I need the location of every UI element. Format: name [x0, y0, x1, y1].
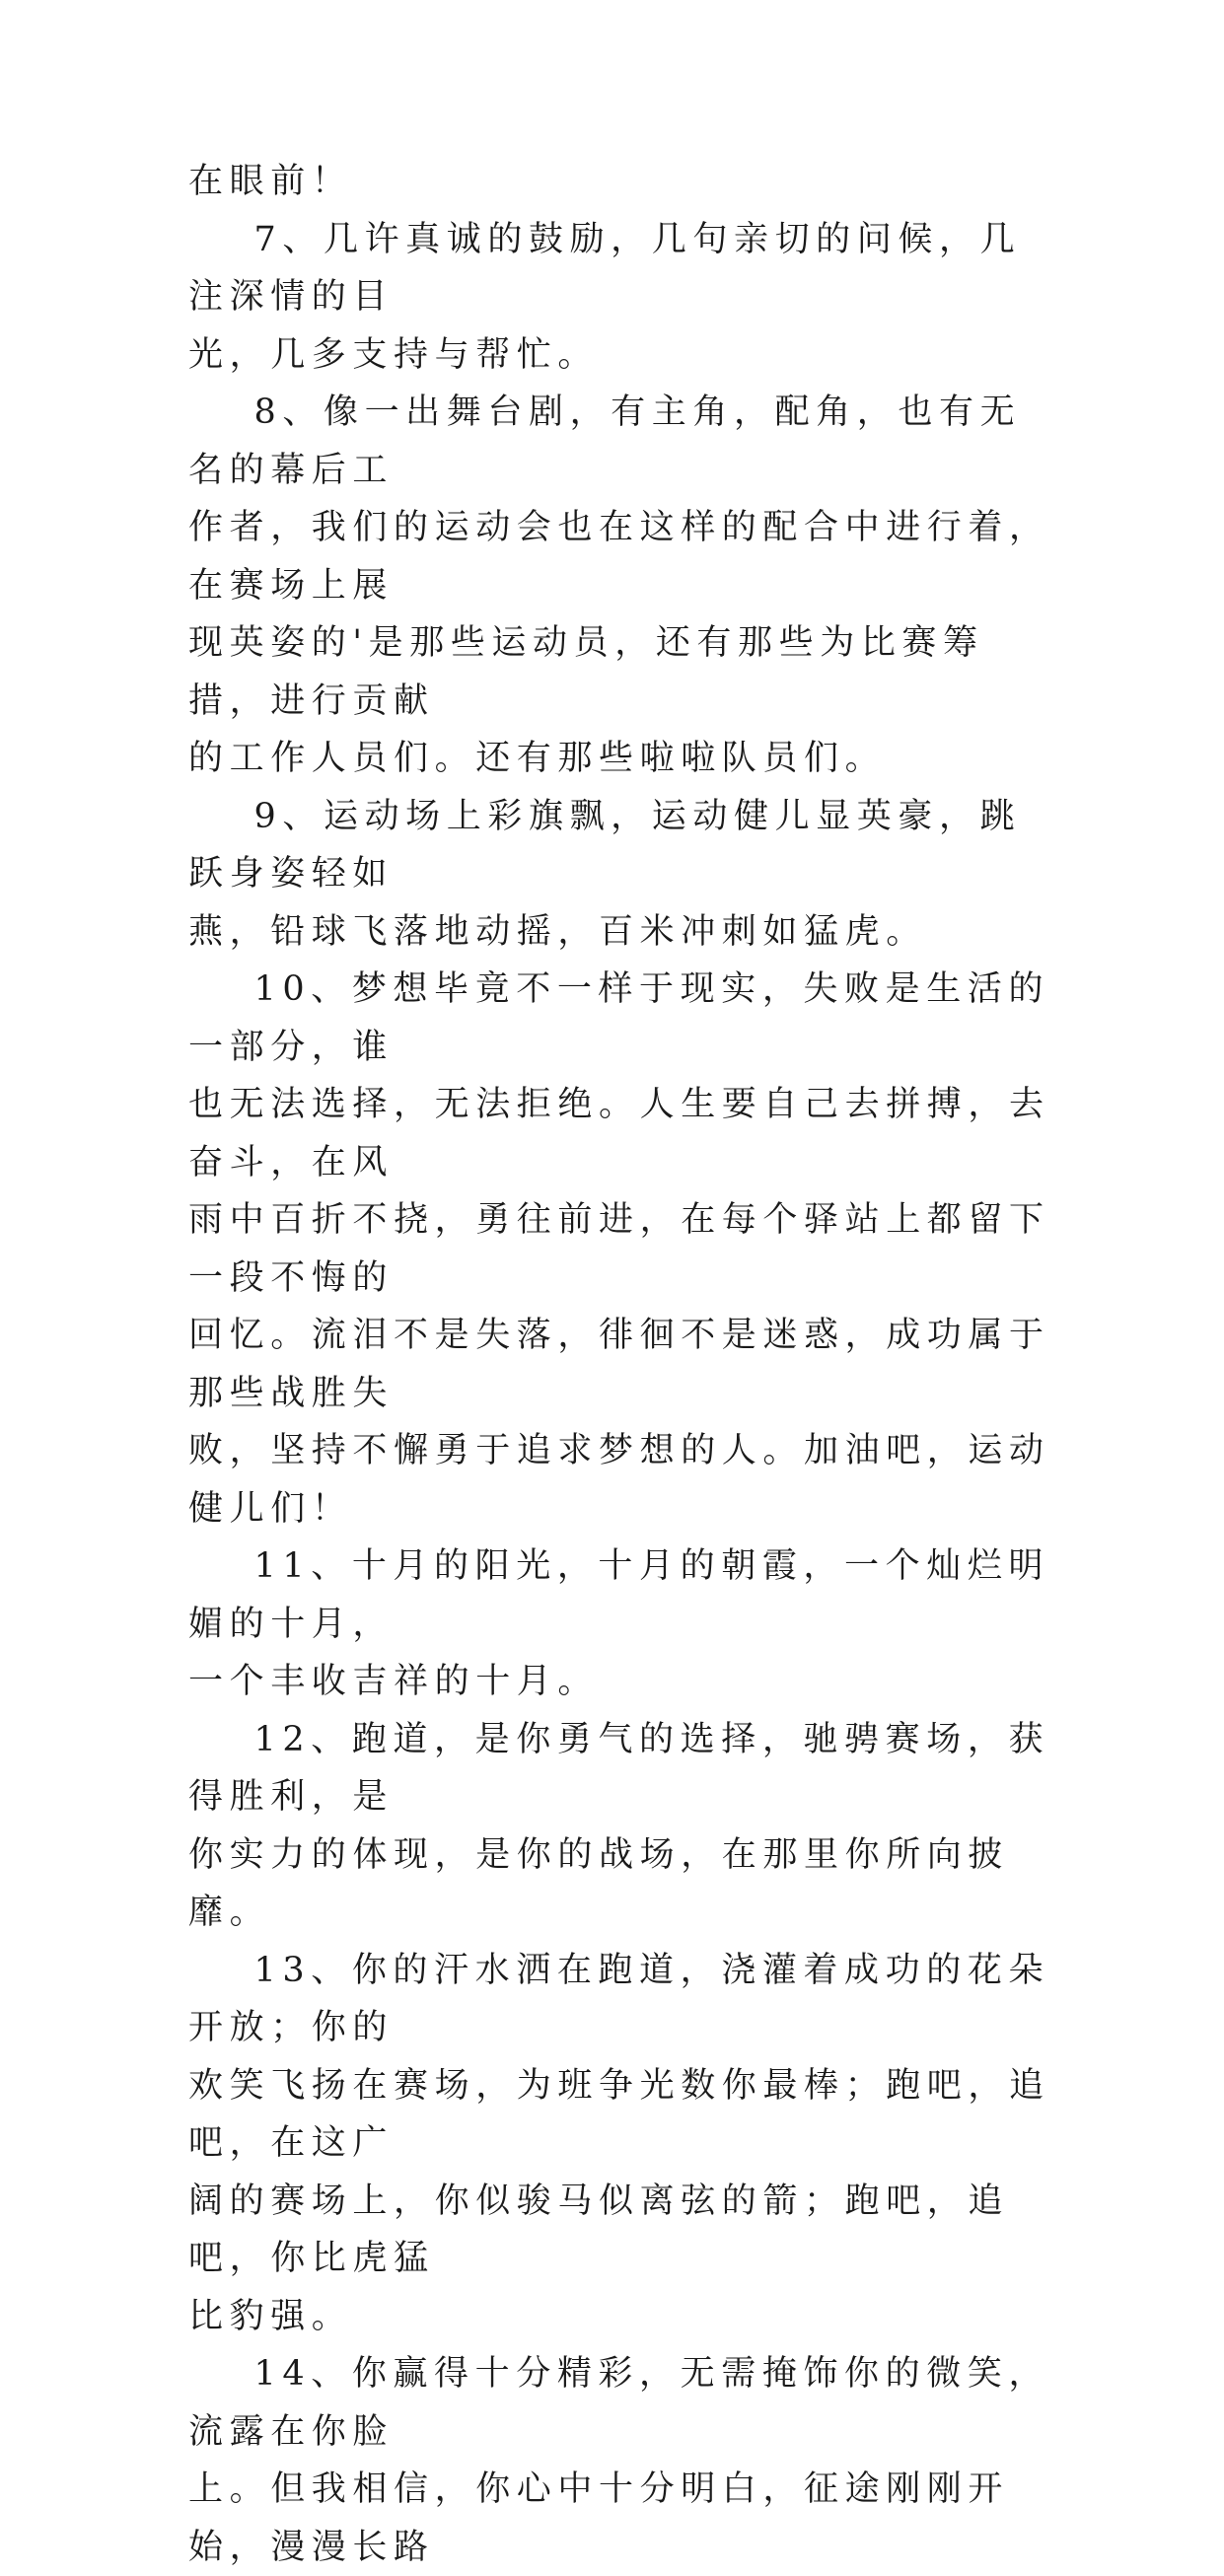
document-body	[188, 153, 1056, 2576]
paragraph-7: 7、几许真诚的鼓励，几句亲切的问候，几注深情的目 光，几多支持与帮忙。	[188, 219, 1022, 375]
paragraph-11: 11、十月的阳光，十月的朝霞，一个灿烂明媚的十月， 一个丰收吉祥的十月。	[188, 1546, 1050, 1701]
paragraph-8: 8、像一出舞台剧，有主角，配角，也有无名的幕后工 作者，我们的运动会也在这样的配合中进行着，在赛场上展 现英姿的'是那些运动员，还有那些为比赛筹措，进行贡献 的工作人员们。还有那些啦啦队员们。	[188, 393, 1050, 778]
paragraph-12: 12、跑道，是你勇气的选择，驰骋赛场，获得胜利，是 你实力的体现，是你的战场，在那里你所向披靡。	[188, 1719, 1050, 1932]
paragraph-continuation: 在眼前！	[188, 162, 353, 201]
paragraph-13: 13、你的汗水洒在跑道，浇灌着成功的花朵开放；你的 欢笑飞扬在赛场，为班争光数你最棒；跑吧，追吧，在这广 阔的赛场上，你似骏马似离弦的箭；跑吧，追吧，你比虎猛 比豹强。	[188, 1950, 1050, 2336]
paragraph-9: 9、运动场上彩旗飘，运动健儿显英豪，跳跃身姿轻如 燕，铅球飞落地动摇，百米冲刺如猛虎。	[188, 796, 1022, 952]
paragraph-14: 14、你赢得十分精彩，无需掩饰你的微笑，流露在你脸 上。但我相信，你心中十分明白，征途刚刚开始，漫漫长路	[188, 2354, 1050, 2567]
paragraph-10: 10、梦想毕竟不一样于现实，失败是生活的一部分，谁 也无法选择，无法拒绝。人生要自己去拼搏，去奋斗，在风 雨中百折不挠，勇往前进，在每个驿站上都留下一段不悔的 回忆。流泪不是失落，徘徊不是迷惑，成功属于那些战胜失 败，坚持不懈勇于追求梦想的人。加油吧，运动健儿们！	[188, 969, 1050, 1529]
